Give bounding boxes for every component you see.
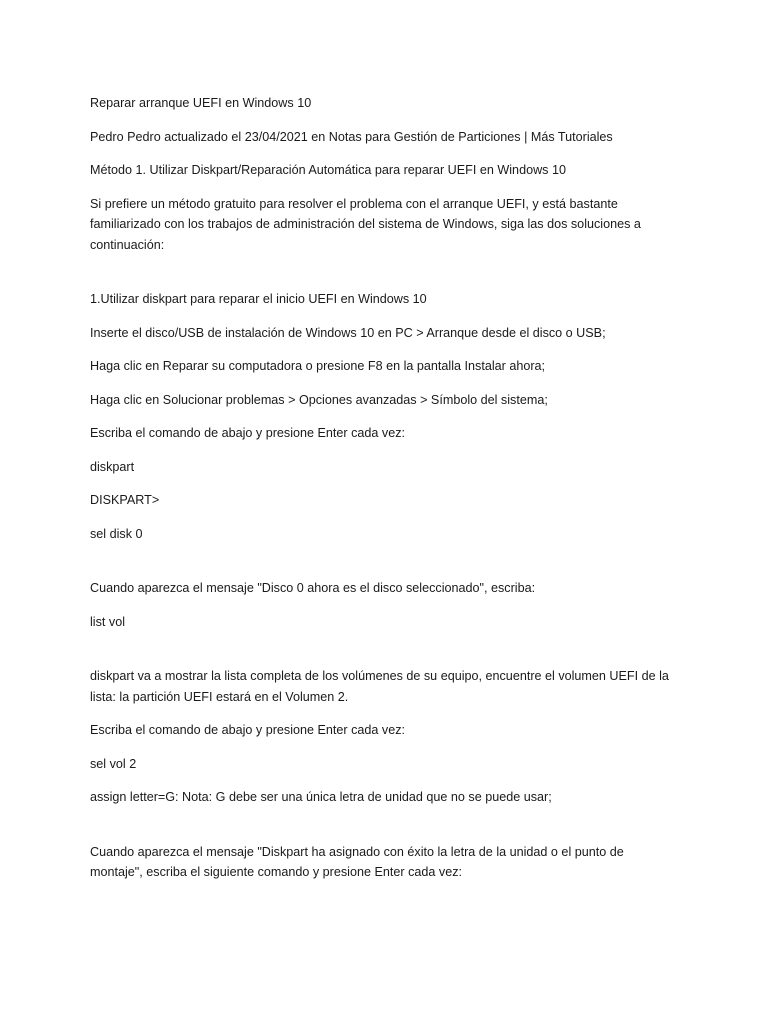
step-heading: 1.Utilizar diskpart para reparar el inicio UEFI en Windows 10 <box>90 292 427 306</box>
blank-line <box>90 268 680 289</box>
document-title: Reparar arranque UEFI en Windows 10 <box>90 96 312 110</box>
step-type-command-2: Escriba el comando de abajo y presione Enter cada vez: <box>90 723 406 737</box>
blank-line <box>90 645 680 666</box>
blank-line <box>90 557 680 578</box>
command-sel-vol: sel vol 2 <box>90 756 137 771</box>
command-list-vol: list vol <box>90 614 125 629</box>
document-body <box>90 93 680 896</box>
byline: Pedro Pedro actualizado el 23/04/2021 en Notas para Gestión de Particiones | Más Tutoriales <box>90 129 613 144</box>
message-disk-selected: Cuando aparezca el mensaje "Disco 0 ahora es el disco seleccionado", escriba: <box>90 581 536 595</box>
command-assign-letter: assign letter=G: Nota: G debe ser una única letra de unidad que no se puede usar; <box>90 790 552 804</box>
blank-line <box>90 821 680 842</box>
step-insert-disk: Inserte el disco/USB de instalación de Windows 10 en PC > Arranque desde el disco o USB; <box>90 325 606 340</box>
command-diskpart: diskpart <box>90 459 135 474</box>
intro-paragraph: Si prefiere un método gratuito para resolver el problema con el arranque UEFI, y está bastante familiarizado con los trabajos de administración del sistema de Windows, siga las dos soluciones a continuación: <box>90 196 641 252</box>
method-heading: Método 1. Utilizar Diskpart/Reparación Automática para reparar UEFI en Windows 10 <box>90 163 566 177</box>
step-type-command: Escriba el comando de abajo y presione Enter cada vez: <box>90 426 406 440</box>
message-letter-assigned: Cuando aparezca el mensaje "Diskpart ha asignado con éxito la letra de la unidad o el punto de montaje", escriba el siguiente comando y presione Enter cada vez: <box>90 844 624 879</box>
command-prompt: DISKPART> <box>90 493 160 507</box>
step-troubleshoot: Haga clic en Solucionar problemas > Opciones avanzadas > Símbolo del sistema; <box>90 392 548 407</box>
volumes-note: diskpart va a mostrar la lista completa de los volúmenes de su equipo, encuentre el volumen UEFI de la lista: la partición UEFI estará en el Volumen 2. <box>90 669 669 704</box>
command-sel-disk: sel disk 0 <box>90 526 143 541</box>
step-repair-computer: Haga clic en Reparar su computadora o presione F8 en la pantalla Instalar ahora; <box>90 359 546 373</box>
